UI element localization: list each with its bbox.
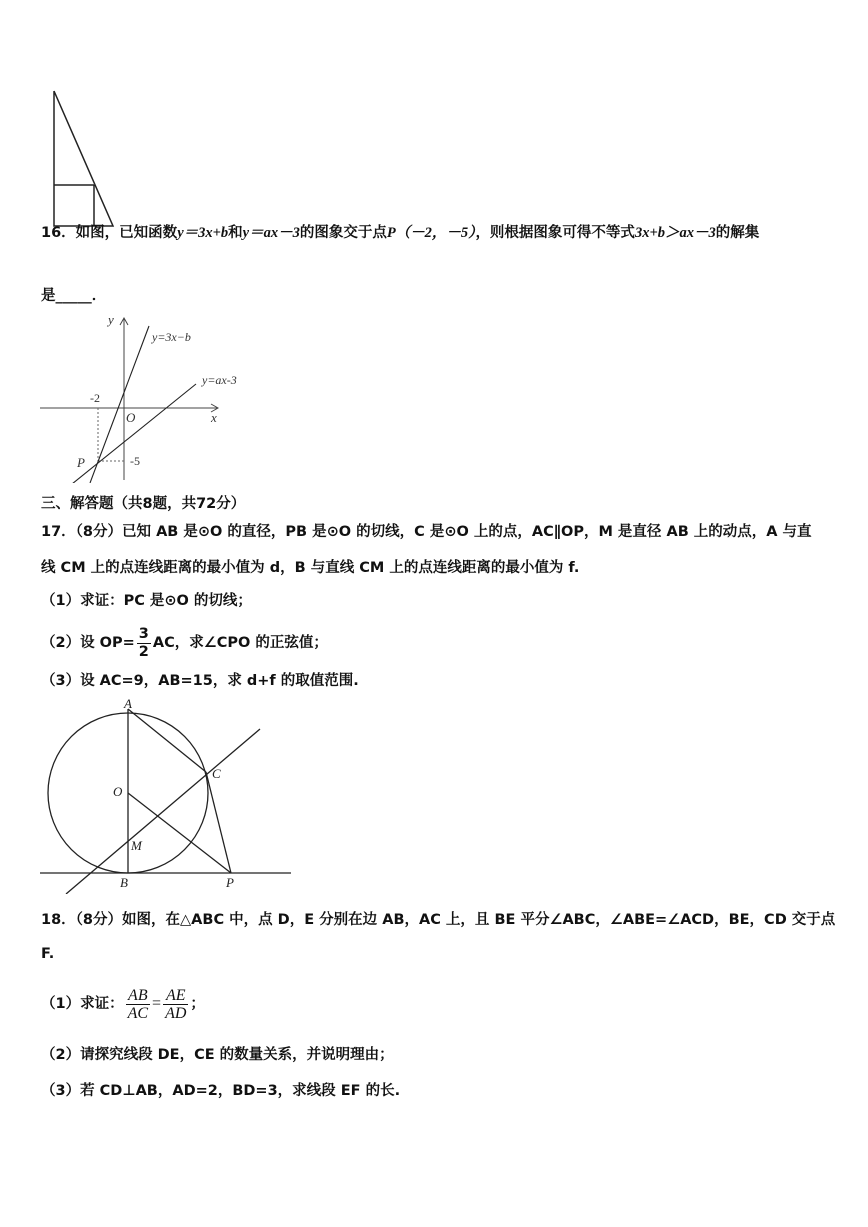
- q17-part1: （1）求证：PC 是⊙O 的切线；: [41, 593, 252, 609]
- q18-part3: （3）若 CD⊥AB，AD=2，BD=3，求线段 EF 的长.: [41, 1083, 401, 1099]
- label-b: B: [120, 875, 128, 890]
- line2-label: y=ax-3: [202, 373, 237, 387]
- q18-line2: F.: [41, 946, 55, 962]
- tick-x-label: -2: [90, 391, 100, 405]
- q17-part3: （3）设 AC=9，AB=15，求 d+f 的取值范围.: [41, 673, 359, 689]
- q18-fraction-ae-ad: $\frac{AE}{AD}$: [165, 986, 187, 1022]
- q17-line1: 17．（8分）已知 AB 是⊙O 的直径，PB 是⊙O 的切线，C 是⊙O 上的点，AC∥OP，M 是直径 AB 上的动点，A 与直: [41, 524, 812, 540]
- label-a: A: [124, 696, 132, 711]
- q17-line2: 线 CM 上的点连线距离的最小值为 d，B 与直线 CM 上的点连线距离的最小值为 f.: [41, 560, 580, 576]
- q16-graph: [38, 308, 258, 483]
- y-axis-label: y: [108, 312, 114, 327]
- q18-part2: （2）请探究线段 DE，CE 的数量关系，并说明理由；: [41, 1047, 394, 1063]
- label-p: P: [226, 875, 234, 890]
- label-m: M: [131, 838, 142, 853]
- tick-y-label: -5: [130, 454, 140, 468]
- point-p-label: P: [77, 455, 85, 470]
- q17-part2: （2）设 OP= $\frac{3}{2}$ AC，求∠CPO 的正弦值；: [41, 625, 328, 660]
- q18-fraction-ab-ac: $\frac{AB}{AC}$: [127, 986, 149, 1022]
- q16-line1: 16．如图，已知函数y＝3x+b和y＝ax－3的图象交于点P（－2，－5），则根据图象可得不等式3x+b＞ax－3的解集: [41, 225, 760, 241]
- x-axis-label: x: [211, 410, 217, 425]
- q16-line2: 是_____．: [41, 288, 107, 304]
- q18-part1: （1）求证： $\frac{AB}{AC}$ = $\frac{AE}{AD}$ ；: [41, 986, 205, 1022]
- q17-circle-figure: [38, 696, 298, 894]
- label-c: C: [212, 766, 221, 781]
- origin-label: O: [126, 410, 136, 425]
- q17-fraction: $\frac{3}{2}$: [138, 625, 149, 660]
- q18-line1: 18．（8分）如图，在△ABC 中，点 D，E 分别在边 AB，AC 上，且 BE 平分∠ABC，∠ABE=∠ACD，BE，CD 交于点: [41, 912, 836, 928]
- triangle-square-figure: [40, 85, 120, 235]
- section-heading: 三、解答题（共8题，共72分）: [41, 496, 246, 512]
- label-o: O: [113, 784, 123, 799]
- line1-label: y=3x−b: [152, 330, 191, 344]
